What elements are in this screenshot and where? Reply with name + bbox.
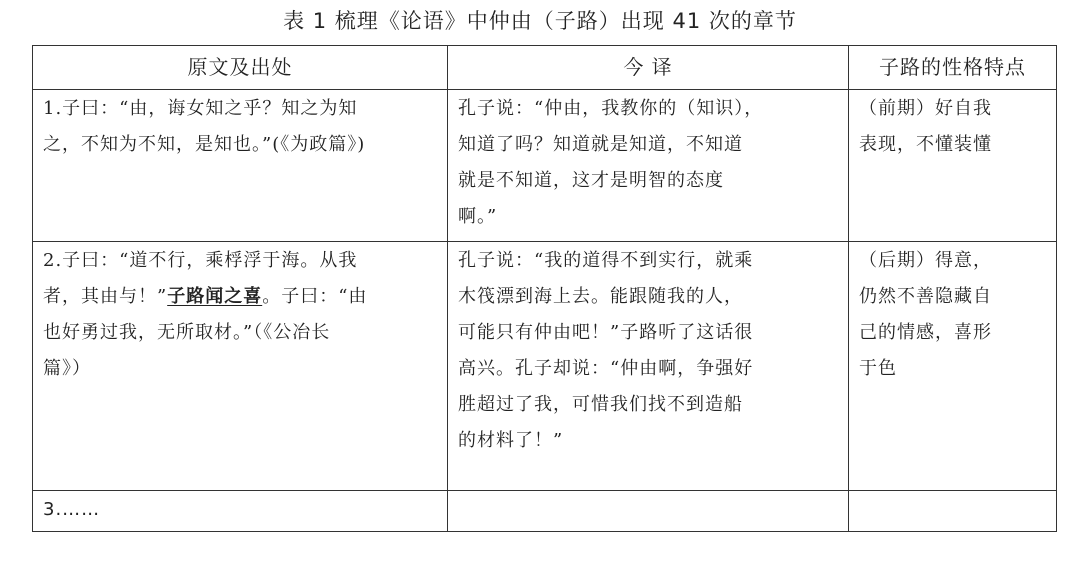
chapters-table: [32, 45, 1057, 532]
translation-line: 木筏漂到海上去。能跟随我的人，: [458, 286, 743, 307]
header-traits: 子路的性格特点: [849, 46, 1057, 90]
traits-cell: [849, 491, 1057, 532]
source-line: 之，不知为不知，是知也。”(《为政篇》): [43, 134, 366, 155]
header-source: 原文及出处: [33, 46, 448, 90]
table-row: [33, 90, 1057, 242]
traits-line: （后期）得意，: [859, 250, 992, 271]
header-row: [33, 46, 1057, 90]
table-row: [33, 491, 1057, 532]
emphasized-text: 子路闻之喜: [167, 286, 263, 307]
source-text: 。子曰：“由: [262, 286, 368, 307]
source-line: 2.子曰：“道不行，乘桴浮于海。从我: [43, 250, 358, 271]
translation-cell: [448, 90, 849, 242]
traits-line: 于色: [859, 358, 897, 379]
translation-line: 胜超过了我，可惜我们找不到造船: [458, 394, 743, 415]
source-cell: [33, 90, 448, 242]
translation-cell: [448, 242, 849, 491]
traits-cell: [849, 242, 1057, 491]
source-text: 者，其由与！”: [43, 286, 168, 307]
translation-cell: [448, 491, 849, 532]
translation-line: 啊。”: [458, 206, 498, 227]
table-row: [33, 242, 1057, 491]
traits-line: 仍然不善隐藏自: [859, 286, 992, 307]
translation-line: 就是不知道，这才是明智的态度: [458, 170, 724, 191]
table-caption: 表 1 梳理《论语》中仲由（子路）出现 41 次的章节: [283, 9, 797, 33]
traits-cell: [849, 90, 1057, 242]
traits-line: 表现，不懂装懂: [859, 134, 992, 155]
translation-line: 可能只有仲由吧！”子路听了这话很: [458, 322, 754, 343]
translation-line: 的材料了！”: [458, 430, 564, 451]
header-translation: 今 译: [448, 46, 849, 90]
translation-line: 知道了吗？知道就是知道，不知道: [458, 134, 743, 155]
source-line: 篇》）: [43, 358, 91, 379]
translation-line: 高兴。孔子却说：“仲由啊，争强好: [458, 358, 754, 379]
source-cell: [33, 242, 448, 491]
source-line: 也好勇过我，无所取材。”（《公冶长: [43, 322, 331, 343]
translation-line: 孔子说：“我的道得不到实行，就乘: [458, 250, 754, 271]
traits-line: （前期）好自我: [859, 98, 992, 119]
traits-line: 己的情感，喜形: [859, 322, 992, 343]
source-cell: [33, 491, 448, 532]
source-line: 1.子曰：“由，诲女知之乎？知之为知: [43, 98, 358, 119]
source-line: 3.……: [43, 499, 101, 520]
source-line: [43, 279, 439, 315]
translation-line: 孔子说：“仲由，我教你的（知识），: [458, 98, 764, 119]
